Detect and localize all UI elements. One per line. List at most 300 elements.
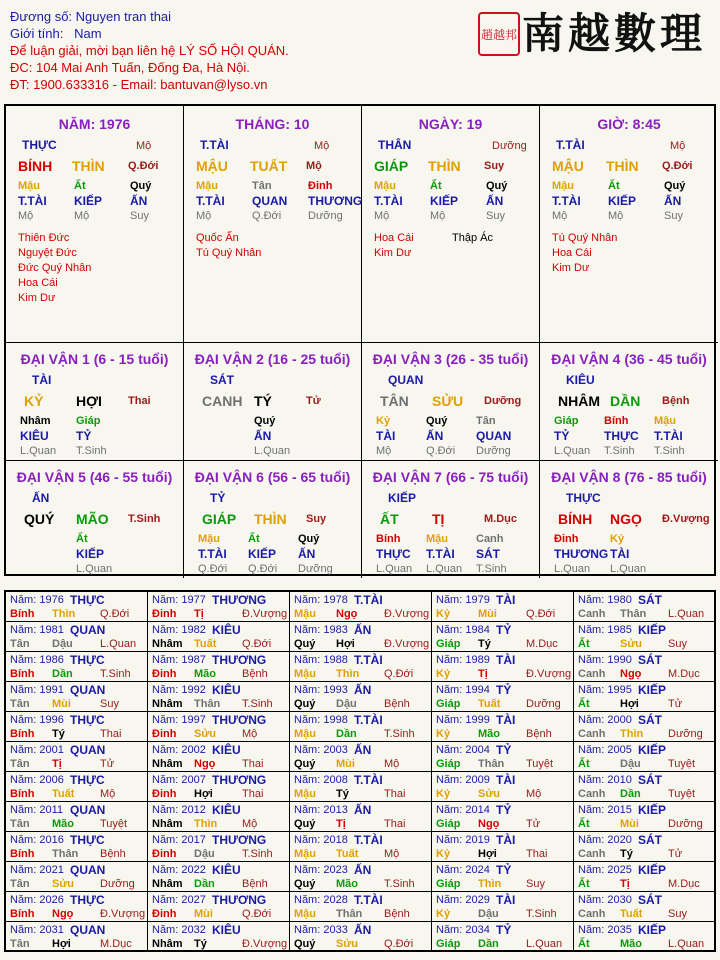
- year-chi: Ngọ: [52, 908, 74, 920]
- year-can: Giáp: [436, 758, 461, 770]
- dv-hidden-state: T.Sinh: [604, 445, 635, 457]
- year-chi: Tý: [478, 638, 491, 650]
- year-cell: [432, 622, 574, 652]
- hidden-stem: Quý: [486, 180, 508, 192]
- hidden-state: Mộ: [196, 210, 212, 222]
- year-can: Quý: [294, 638, 316, 650]
- dai-van-state: Thai: [128, 395, 151, 407]
- year-label: Năm: 1995: [578, 684, 632, 696]
- dv-hidden-god: T.TÀI: [198, 547, 227, 561]
- year-label: Năm: 1983: [294, 624, 348, 636]
- year-chi: Tị: [478, 668, 488, 680]
- dai-van-god: ẤN: [32, 491, 50, 505]
- dai-van-god: KIÊU: [566, 373, 595, 387]
- year-cell: [6, 622, 148, 652]
- contact-invite: Để luận giải, mời bạn liên hệ LÝ SỐ HỘI QUÁN.: [10, 43, 289, 58]
- year-chi: Tý: [620, 848, 633, 860]
- year-cell: [574, 922, 716, 952]
- year-chi: Tuất: [336, 848, 359, 860]
- dv-hidden-stem: Canh: [476, 533, 504, 545]
- year-can: Quý: [294, 758, 316, 770]
- year-god: KIÊU: [212, 863, 241, 877]
- dai-van-title: ĐẠI VẬN 5 (46 - 55 tuổi): [16, 469, 173, 485]
- dv-hidden-state: Mộ: [376, 445, 392, 457]
- year-chi: Dậu: [194, 848, 215, 860]
- dv-hidden-god: QUAN: [476, 429, 512, 443]
- dv-hidden-stem: Bính: [376, 533, 401, 545]
- year-label: Năm: 2015: [578, 804, 632, 816]
- dv-hidden-state: L.Quan: [554, 563, 591, 575]
- hidden-state: Dưỡng: [308, 210, 343, 222]
- star-left: Quốc Ấn: [196, 232, 239, 244]
- pillar-relation: Suy: [484, 160, 505, 172]
- pillar-top-god: THỰC: [22, 138, 57, 152]
- dv-hidden-state: Q.Đới: [426, 445, 456, 457]
- year-god: KIÊU: [212, 743, 241, 757]
- dv-hidden-state: L.Quan: [20, 445, 57, 457]
- year-chi: Dần: [52, 668, 73, 680]
- hidden-stem: Quý: [130, 180, 152, 192]
- pillar-title: GIỜ: 8:45: [597, 116, 661, 132]
- year-can: Nhâm: [152, 758, 183, 770]
- year-label: Năm: 2002: [152, 744, 206, 756]
- year-chi: Mùi: [336, 758, 355, 770]
- year-chi: Mùi: [620, 818, 639, 830]
- year-god: THỰC: [70, 713, 105, 727]
- pillar-top-state: Dưỡng: [492, 140, 527, 152]
- year-can: Mậu: [294, 908, 316, 920]
- year-god: THỰC: [70, 653, 105, 667]
- year-state: Q.Đới: [526, 608, 556, 620]
- year-can: Kỷ: [436, 788, 451, 800]
- year-cell: [6, 712, 148, 742]
- year-label: Năm: 1999: [436, 714, 490, 726]
- year-can: Kỷ: [436, 908, 451, 920]
- contact-address: ĐC: 104 Mai Anh Tuấn, Đống Đa, Hà Nội.: [10, 60, 250, 75]
- year-state: M.Dục: [100, 938, 132, 950]
- dv-hidden-stem: Đinh: [554, 533, 579, 545]
- year-cell: [574, 802, 716, 832]
- year-state: Mộ: [384, 758, 400, 770]
- dv-hidden-god: ẤN: [426, 429, 444, 443]
- year-state: Suy: [668, 638, 687, 650]
- year-chi: Thân: [336, 908, 363, 920]
- dai-van-god: TỶ: [210, 491, 226, 505]
- pillar-chi: THÌN: [72, 158, 105, 174]
- dai-van-title: ĐẠI VẬN 7 (66 - 75 tuổi): [372, 469, 529, 485]
- year-can: Nhâm: [152, 938, 183, 950]
- hidden-stem: Mậu: [552, 180, 574, 192]
- year-can: Tân: [10, 878, 30, 890]
- year-god: THƯƠNG: [212, 653, 267, 667]
- dai-van-god: QUAN: [388, 373, 424, 387]
- year-cell: [432, 592, 574, 622]
- year-cell: [148, 862, 290, 892]
- year-chi: Mão: [336, 878, 358, 890]
- year-label: Năm: 2008: [294, 774, 348, 786]
- year-cell: [290, 892, 432, 922]
- year-can: Ất: [578, 638, 590, 650]
- year-cell: [432, 712, 574, 742]
- owner-name: Nguyen tran thai: [75, 9, 172, 24]
- year-state: Mộ: [526, 788, 542, 800]
- year-god: TỶ: [496, 683, 512, 697]
- year-can: Đinh: [152, 668, 177, 680]
- year-label: Năm: 2030: [578, 894, 632, 906]
- year-can: Mậu: [294, 728, 316, 740]
- year-god: QUAN: [70, 923, 106, 937]
- star-left: Nguyệt Đức: [18, 247, 77, 259]
- dai-van-state: Bệnh: [662, 395, 690, 407]
- year-state: M.Dục: [668, 878, 700, 890]
- year-label: Năm: 1990: [578, 654, 632, 666]
- year-chi: Tuất: [52, 788, 75, 800]
- year-can: Nhâm: [152, 818, 183, 830]
- star-left: Tú Quý Nhân: [196, 247, 262, 259]
- dai-van-title: ĐẠI VẬN 2 (16 - 25 tuổi): [194, 351, 351, 367]
- year-label: Năm: 2018: [294, 834, 348, 846]
- year-chi: Thìn: [336, 668, 360, 680]
- dv-hidden-state: L.Quan: [76, 563, 113, 575]
- dv-hidden-stem: Mậu: [654, 415, 676, 427]
- dv-hidden-stem: Quý: [426, 415, 448, 427]
- year-label: Năm: 1987: [152, 654, 206, 666]
- year-can: Đinh: [152, 728, 177, 740]
- year-chi: Ngọ: [194, 758, 216, 770]
- year-state: Dưỡng: [526, 698, 561, 710]
- year-can: Đinh: [152, 788, 177, 800]
- pillar-3: [540, 106, 718, 342]
- year-state: Thai: [384, 818, 406, 830]
- year-state: Suy: [668, 908, 687, 920]
- dv-hidden-state: T.Sinh: [476, 563, 507, 575]
- hidden-state: Q.Đới: [252, 210, 282, 222]
- year-cell: [290, 832, 432, 862]
- year-label: Năm: 2025: [578, 864, 632, 876]
- year-can: Bính: [10, 788, 35, 800]
- year-god: THƯƠNG: [212, 833, 267, 847]
- owner-label: Đương số:: [10, 9, 73, 24]
- star-left: Hoa Cái: [18, 277, 58, 289]
- brand-logo: [478, 8, 718, 60]
- year-can: Quý: [294, 878, 316, 890]
- year-chi: Mùi: [194, 908, 213, 920]
- year-cell: [6, 772, 148, 802]
- year-label: Năm: 2003: [294, 744, 348, 756]
- year-god: QUAN: [70, 803, 106, 817]
- year-label: Năm: 2004: [436, 744, 490, 756]
- year-chi: Ngọ: [478, 818, 500, 830]
- dv-hidden-god: THƯƠNG: [554, 547, 609, 561]
- dai-van-title: ĐẠI VẬN 8 (76 - 85 tuổi): [551, 469, 707, 485]
- year-can: Nhâm: [152, 638, 183, 650]
- year-cell: [574, 712, 716, 742]
- pillar-title: NĂM: 1976: [58, 116, 131, 132]
- dai-van-chi: TÝ: [254, 393, 272, 409]
- year-god: ẤN: [354, 683, 372, 697]
- dv-hidden-state: L.Quan: [254, 445, 291, 457]
- year-state: Tử: [668, 848, 683, 860]
- year-label: Năm: 2000: [578, 714, 632, 726]
- dv-hidden-state: L.Quan: [376, 563, 413, 575]
- year-cell: [574, 652, 716, 682]
- year-state: Thai: [526, 848, 548, 860]
- year-chi: Dậu: [478, 908, 499, 920]
- dai-van-title: ĐẠI VẬN 3 (26 - 35 tuổi): [372, 351, 529, 367]
- year-chi: Mão: [52, 818, 74, 830]
- hidden-state: Suy: [130, 210, 149, 222]
- year-god: ẤN: [354, 923, 372, 937]
- dv-hidden-god: TÀI: [376, 429, 396, 443]
- dv-hidden-state: Dưỡng: [476, 445, 511, 457]
- year-god: TÀI: [496, 893, 516, 907]
- dai-van-chi: SỬU: [432, 393, 464, 409]
- year-label: Năm: 2032: [152, 924, 206, 936]
- contact-phone-email[interactable]: ĐT: 1900.633316 - Email: bantuvan@lyso.vn: [10, 77, 268, 92]
- hidden-state: Mộ: [608, 210, 624, 222]
- year-cell: [290, 622, 432, 652]
- pillar-top-state: Mộ: [136, 140, 152, 152]
- year-state: Dưỡng: [100, 878, 135, 890]
- year-cell: [148, 832, 290, 862]
- year-label: Năm: 2031: [10, 924, 64, 936]
- year-label: Năm: 1997: [152, 714, 206, 726]
- year-cell: [148, 892, 290, 922]
- year-cell: [148, 712, 290, 742]
- year-label: Năm: 1981: [10, 624, 64, 636]
- year-chi: Sửu: [478, 788, 501, 800]
- year-god: TÀI: [496, 773, 516, 787]
- year-state: Mộ: [242, 818, 258, 830]
- year-cell: [6, 802, 148, 832]
- year-cell: [574, 742, 716, 772]
- year-cell: [148, 682, 290, 712]
- dai-van-god: KIẾP: [388, 491, 417, 505]
- year-state: Mộ: [242, 728, 258, 740]
- year-can: Kỷ: [436, 668, 451, 680]
- pillar-top-god: T.TÀI: [556, 138, 585, 152]
- year-can: Giáp: [436, 638, 461, 650]
- year-cell: [432, 832, 574, 862]
- pillar-relation: Q.Đới: [128, 160, 159, 172]
- year-can: Kỷ: [436, 728, 451, 740]
- year-label: Năm: 2012: [152, 804, 206, 816]
- dv-hidden-state: T.Sinh: [76, 445, 107, 457]
- year-can: Nhâm: [152, 878, 183, 890]
- year-label: Năm: 1980: [578, 594, 632, 606]
- star-left: Kim Dư: [374, 247, 412, 259]
- year-label: Năm: 2006: [10, 774, 64, 786]
- year-state: Q.Đới: [100, 608, 130, 620]
- year-state: T.Sinh: [242, 698, 273, 710]
- year-label: Năm: 2021: [10, 864, 64, 876]
- year-god: QUAN: [70, 863, 106, 877]
- year-label: Năm: 1982: [152, 624, 206, 636]
- dv-hidden-god: SÁT: [476, 547, 500, 561]
- year-chi: Dậu: [52, 638, 73, 650]
- year-can: Tân: [10, 698, 30, 710]
- year-state: L.Quan: [668, 608, 705, 620]
- hidden-stem: Ất: [608, 180, 620, 192]
- hidden-stem: Tân: [252, 180, 272, 192]
- year-can: Kỷ: [436, 608, 451, 620]
- dv-hidden-stem: Ất: [76, 533, 88, 545]
- year-god: KIẾP: [638, 623, 667, 637]
- year-state: Tuyệt: [668, 758, 696, 770]
- year-god: TỶ: [496, 803, 512, 817]
- year-can: Đinh: [152, 848, 177, 860]
- year-can: Tân: [10, 758, 30, 770]
- year-chi: Sửu: [52, 878, 75, 890]
- year-state: Tuyệt: [668, 788, 696, 800]
- pillar-top-god: THÂN: [378, 138, 412, 152]
- owner-line: [10, 8, 289, 25]
- hidden-god: KIẾP: [608, 194, 637, 208]
- hidden-god: T.TÀI: [18, 194, 47, 208]
- year-cell: [290, 592, 432, 622]
- header-info: [10, 8, 289, 93]
- pillar-relation: Mộ: [306, 160, 322, 172]
- pillar-top-state: Mộ: [314, 140, 330, 152]
- year-state: T.Sinh: [384, 728, 415, 740]
- hidden-state: Mộ: [430, 210, 446, 222]
- year-cell: [290, 712, 432, 742]
- year-label: Năm: 1991: [10, 684, 64, 696]
- year-can: Canh: [578, 608, 606, 620]
- year-state: L.Quan: [526, 938, 563, 950]
- hidden-state: Suy: [486, 210, 505, 222]
- year-god: SÁT: [638, 773, 662, 787]
- year-chi: Tuất: [620, 908, 643, 920]
- year-can: Ất: [578, 758, 590, 770]
- year-label: Năm: 1993: [294, 684, 348, 696]
- year-state: Tuyệt: [526, 758, 554, 770]
- year-god: SÁT: [638, 893, 662, 907]
- year-can: Ất: [578, 818, 590, 830]
- year-god: TÀI: [496, 593, 516, 607]
- year-state: Q.Đới: [384, 938, 414, 950]
- year-state: Q.Đới: [384, 668, 414, 680]
- year-can: Đinh: [152, 608, 177, 620]
- year-cell: [6, 742, 148, 772]
- year-chi: Ngọ: [336, 608, 358, 620]
- year-god: ẤN: [354, 623, 372, 637]
- year-can: Mậu: [294, 848, 316, 860]
- year-god: TỶ: [496, 743, 512, 757]
- year-state: Đ.Vượng: [384, 638, 430, 650]
- year-label: Năm: 1979: [436, 594, 490, 606]
- year-can: Mậu: [294, 668, 316, 680]
- year-god: TỶ: [496, 923, 512, 937]
- year-cell: [290, 652, 432, 682]
- star-left: Đức Quý Nhân: [18, 262, 92, 274]
- year-god: T.TÀI: [354, 593, 383, 607]
- dv-hidden-stem: Bính: [604, 415, 629, 427]
- year-can: Canh: [578, 728, 606, 740]
- star-left: Hoa Cái: [374, 232, 414, 244]
- year-label: Năm: 2033: [294, 924, 348, 936]
- pillar-relation: Q.Đới: [662, 160, 693, 172]
- year-god: KIẾP: [638, 923, 667, 937]
- dv-hidden-stem: Tân: [476, 415, 496, 427]
- year-cell: [290, 742, 432, 772]
- year-state: Đ.Vượng: [526, 668, 572, 680]
- year-cell: [574, 772, 716, 802]
- year-can: Bính: [10, 848, 35, 860]
- gender-label: Giới tính:: [10, 26, 64, 41]
- dv-hidden-state: L.Quan: [554, 445, 591, 457]
- pillar-top-god: T.TÀI: [200, 138, 229, 152]
- year-god: KIẾP: [638, 863, 667, 877]
- year-cell: [432, 682, 574, 712]
- year-state: Tuyệt: [100, 818, 128, 830]
- dv-hidden-state: L.Quan: [610, 563, 647, 575]
- year-label: Năm: 1994: [436, 684, 490, 696]
- year-chi: Sửu: [194, 728, 217, 740]
- year-cell: [6, 892, 148, 922]
- hidden-state: Mộ: [374, 210, 390, 222]
- year-chi: Hợi: [478, 848, 497, 860]
- year-chi: Mão: [620, 938, 642, 950]
- dai-van-1: [6, 342, 184, 460]
- dv-hidden-stem: Quý: [254, 415, 276, 427]
- year-label: Năm: 1984: [436, 624, 490, 636]
- pillar-chi: THÌN: [606, 158, 639, 174]
- year-label: Năm: 2029: [436, 894, 490, 906]
- year-state: Thai: [100, 728, 122, 740]
- pillar-2: [362, 106, 540, 342]
- dai-van-chi: HỢI: [76, 393, 102, 409]
- year-can: Canh: [578, 788, 606, 800]
- year-cell: [432, 772, 574, 802]
- year-chi: Thân: [194, 698, 221, 710]
- year-god: T.TÀI: [354, 893, 383, 907]
- year-state: Tử: [526, 818, 541, 830]
- year-chi: Tý: [52, 728, 65, 740]
- pillar-chi: THÌN: [428, 158, 461, 174]
- dv-hidden-god: THỰC: [604, 429, 639, 443]
- dai-van-can: QUÝ: [24, 511, 55, 527]
- year-can: Ất: [578, 938, 590, 950]
- year-chi: Dần: [620, 788, 641, 800]
- hidden-god: THƯƠNG: [308, 194, 363, 208]
- year-state: Đ.Vượng: [384, 608, 430, 620]
- year-god: TÀI: [496, 713, 516, 727]
- year-label: Năm: 2016: [10, 834, 64, 846]
- pillar-1: [184, 106, 362, 342]
- year-can: Mậu: [294, 608, 316, 620]
- year-god: TỶ: [496, 863, 512, 877]
- dai-van-6: [184, 460, 362, 578]
- dai-van-chi: NGỌ: [610, 511, 642, 527]
- year-god: T.TÀI: [354, 713, 383, 727]
- year-chi: Thìn: [478, 878, 502, 890]
- year-god: TÀI: [496, 653, 516, 667]
- year-cell: [432, 802, 574, 832]
- dv-hidden-god: KIÊU: [20, 429, 49, 443]
- year-label: Năm: 2023: [294, 864, 348, 876]
- year-chi: Dần: [336, 728, 357, 740]
- hidden-stem: Đinh: [308, 180, 333, 192]
- year-god: KIÊU: [212, 923, 241, 937]
- year-can: Ất: [578, 698, 590, 710]
- pillar-title: NGÀY: 19: [418, 116, 483, 132]
- year-cell: [432, 652, 574, 682]
- year-god: T.TÀI: [354, 833, 383, 847]
- year-state: T.Sinh: [384, 878, 415, 890]
- dv-hidden-god: KIẾP: [248, 547, 277, 561]
- dv-hidden-stem: Giáp: [554, 415, 579, 427]
